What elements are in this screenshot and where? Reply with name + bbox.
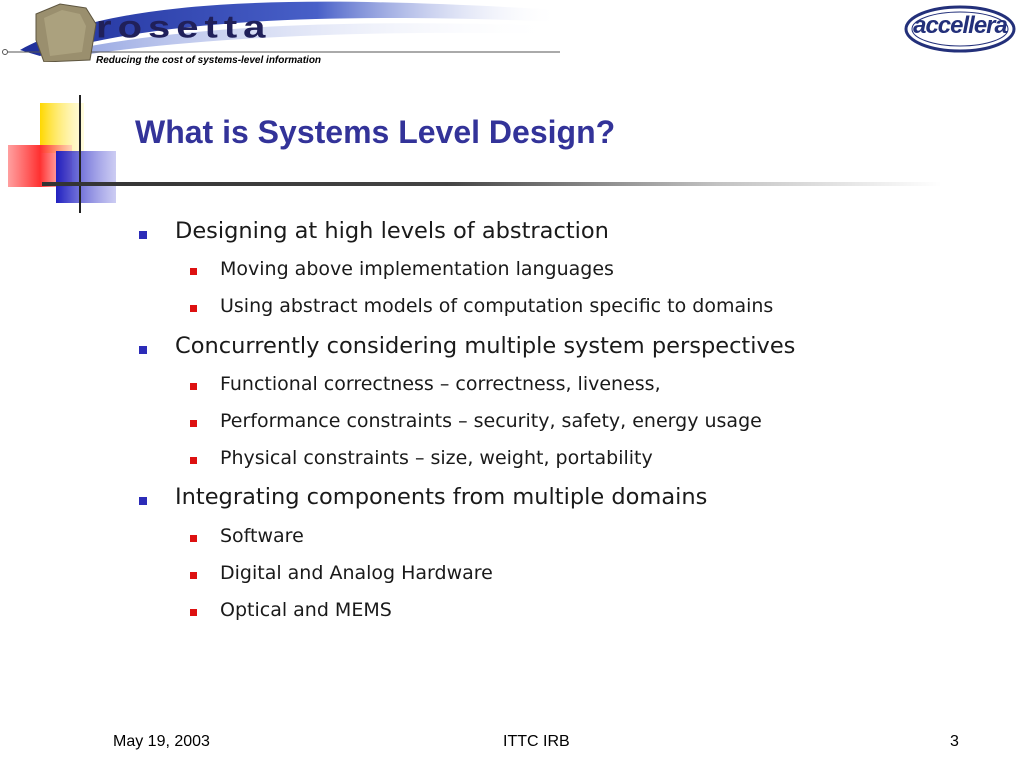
sub-bullet-item: Software bbox=[220, 525, 304, 547]
footer-date: May 19, 2003 bbox=[113, 733, 210, 750]
sub-bullet-item: Physical constraints – size, weight, portability bbox=[220, 447, 653, 469]
sub-bullet-marker bbox=[190, 572, 197, 579]
bullet-item: Designing at high levels of abstraction bbox=[175, 218, 609, 244]
sub-bullet-item: Performance constraints – security, safety, energy usage bbox=[220, 410, 762, 432]
accellera-logo-text: accellera bbox=[913, 12, 1007, 39]
page-number: 3 bbox=[950, 733, 959, 750]
sub-bullet-item: Optical and MEMS bbox=[220, 599, 392, 621]
sub-bullet-marker bbox=[190, 383, 197, 390]
sub-bullet-item: Moving above implementation languages bbox=[220, 258, 614, 280]
sub-bullet-marker bbox=[190, 420, 197, 427]
sub-bullet-marker bbox=[190, 535, 197, 542]
slide-title: What is Systems Level Design? bbox=[135, 114, 616, 150]
bullet-marker bbox=[139, 497, 147, 505]
sub-bullet-item: Digital and Analog Hardware bbox=[220, 562, 493, 584]
rosetta-logo-text: rosetta bbox=[96, 10, 272, 45]
sub-bullet-item: Functional correctness – correctness, liveness, bbox=[220, 373, 661, 395]
rosetta-banner bbox=[0, 0, 560, 62]
sub-bullet-marker bbox=[190, 305, 197, 312]
bullet-item: Concurrently considering multiple system perspectives bbox=[175, 333, 796, 359]
title-decoration bbox=[0, 95, 140, 215]
sub-bullet-item: Using abstract models of computation specific to domains bbox=[220, 295, 774, 317]
bullet-marker bbox=[139, 231, 147, 239]
bullet-marker bbox=[139, 346, 147, 354]
sub-bullet-marker bbox=[190, 268, 197, 275]
sub-bullet-marker bbox=[190, 457, 197, 464]
title-underline bbox=[42, 182, 942, 186]
sub-bullet-marker bbox=[190, 609, 197, 616]
footer-title: ITTC IRB bbox=[503, 733, 570, 750]
bullet-item: Integrating components from multiple domains bbox=[175, 484, 708, 510]
logo-tagline: Reducing the cost of systems-level information bbox=[96, 55, 322, 66]
